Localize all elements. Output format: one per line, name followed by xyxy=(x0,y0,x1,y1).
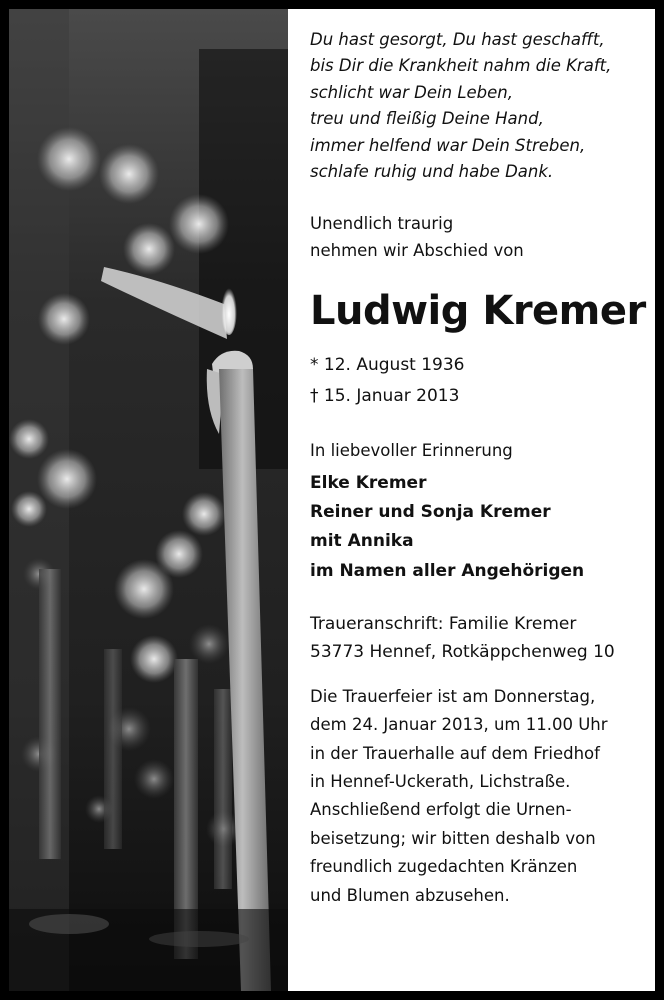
remembrance xyxy=(310,438,650,464)
remembrance-line: In liebevoller Erinnerung xyxy=(310,441,513,461)
service-line: dem 24. Januar 2013, um 11.00 Uhr xyxy=(310,715,608,735)
service-line: Anschließend erfolgt die Urnen- xyxy=(310,800,572,820)
address-line: 53773 Hennef, Rotkäppchenweg 10 xyxy=(310,642,615,663)
family-line: im Namen aller Angehörigen xyxy=(310,560,585,581)
service-line: beisetzung; wir bitten deshalb von xyxy=(310,828,596,848)
family-line: Reiner und Sonja Kremer xyxy=(310,501,551,522)
intro-line: Unendlich traurig xyxy=(310,214,454,234)
death-date: † 15. Januar 2013 xyxy=(310,386,460,407)
family-line: mit Annika xyxy=(310,531,414,552)
address-line: Traueranschrift: Familie Kremer xyxy=(310,613,577,634)
poem-line: bis Dir die Krankheit nahm die Kraft, xyxy=(310,56,612,76)
poem xyxy=(310,27,650,185)
family-line: Elke Kremer xyxy=(310,472,427,493)
service-line: in Hennef-Uckerath, Lichstraße. xyxy=(310,772,571,792)
service-line: und Blumen abzusehen. xyxy=(310,885,510,905)
service-line: in der Trauerhalle auf dem Friedhof xyxy=(310,743,600,763)
candle-photo xyxy=(9,9,288,991)
poem-line: schlicht war Dein Leben, xyxy=(310,82,513,102)
family-signatures xyxy=(310,469,650,586)
service-line: freundlich zugedachten Kränzen xyxy=(310,857,578,877)
mourning-address xyxy=(310,610,650,667)
poem-line: schlafe ruhig und habe Dank. xyxy=(310,162,554,182)
birth-date: * 12. August 1936 xyxy=(310,355,465,376)
deceased-name: Ludwig Kremer xyxy=(310,288,646,335)
funeral-service-info xyxy=(310,683,650,910)
life-dates xyxy=(310,350,650,412)
poem-line: treu und fleißig Deine Hand, xyxy=(310,109,544,129)
poem-line: immer helfend war Dein Streben, xyxy=(310,135,586,155)
poem-line: Du hast gesorgt, Du hast geschafft, xyxy=(310,30,605,49)
candles-image xyxy=(9,9,288,991)
obituary-text xyxy=(310,27,650,910)
intro-line: nehmen wir Abschied von xyxy=(310,240,524,260)
farewell-intro xyxy=(310,211,650,264)
service-line: Die Trauerfeier ist am Donnerstag, xyxy=(310,686,596,706)
